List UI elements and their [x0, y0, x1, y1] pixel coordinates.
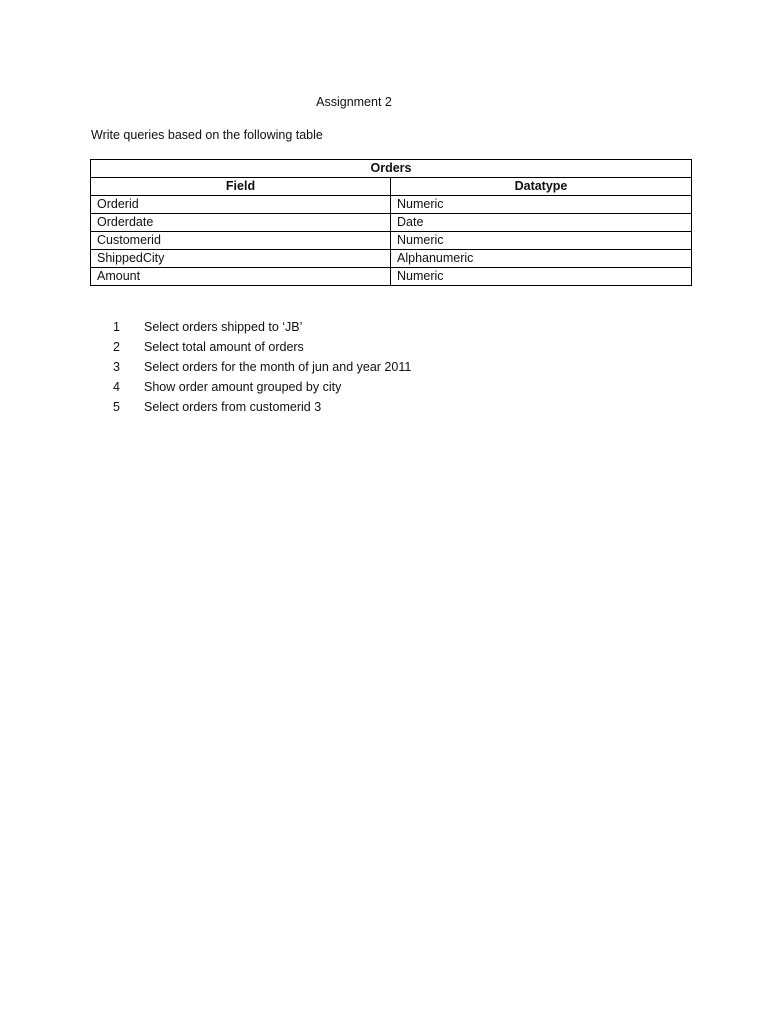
column-header-field: Field: [91, 178, 391, 196]
orders-table: [90, 159, 692, 286]
question-number: 3: [113, 360, 120, 374]
question-text: Select orders shipped to ‘JB’: [144, 320, 303, 334]
datatype-cell: Numeric: [391, 232, 692, 250]
question-number: 1: [113, 320, 120, 334]
question-text: Select total amount of orders: [144, 340, 304, 354]
field-cell: Customerid: [91, 232, 391, 250]
table-row: [91, 214, 692, 232]
table-row: [91, 250, 692, 268]
question-number: 4: [113, 380, 120, 394]
field-cell: Amount: [91, 268, 391, 286]
field-cell: Orderid: [91, 196, 391, 214]
question-text: Select orders from customerid 3: [144, 400, 322, 414]
datatype-cell: Numeric: [391, 196, 692, 214]
datatype-cell: Alphanumeric: [391, 250, 692, 268]
document-title: Assignment 2: [316, 95, 392, 109]
table-row: [91, 268, 692, 286]
question-text: Show order amount grouped by city: [144, 380, 342, 394]
table-caption: Orders: [91, 160, 692, 178]
intro-text: Write queries based on the following table: [91, 128, 323, 142]
column-header-datatype: Datatype: [391, 178, 692, 196]
table-caption-row: [91, 160, 692, 178]
datatype-cell: Numeric: [391, 268, 692, 286]
datatype-cell: Date: [391, 214, 692, 232]
table-row: [91, 232, 692, 250]
table-row: [91, 196, 692, 214]
question-text: Select orders for the month of jun and year 2011: [144, 360, 412, 374]
table-header-row: [91, 178, 692, 196]
field-cell: Orderdate: [91, 214, 391, 232]
question-number: 2: [113, 340, 120, 354]
question-number: 5: [113, 400, 120, 414]
field-cell: ShippedCity: [91, 250, 391, 268]
